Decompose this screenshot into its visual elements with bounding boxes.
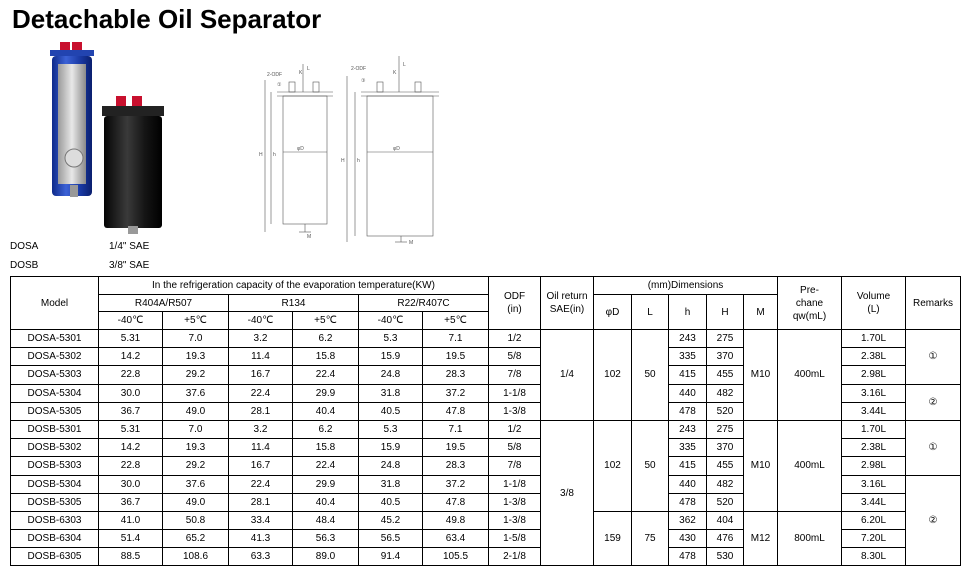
cell-odf: 1-3/8 [489,511,541,529]
cell-H: 275 [707,330,744,348]
cell-value: 7.1 [423,330,489,348]
cell-precharge: 800mL [778,511,842,566]
cell-value: 5.31 [99,330,163,348]
cell-H: 482 [707,384,744,402]
cell-value: 31.8 [359,475,423,493]
mark-label-b: ③ [361,78,366,84]
col-r22: R22/R407C [359,295,489,312]
cell-H: 275 [707,420,744,438]
cell-value: 7.0 [163,420,229,438]
cell-odf: 5/8 [489,439,541,457]
col-oil-return: Oil return SAE(in) [541,277,594,330]
cell-value: 22.4 [229,475,293,493]
cell-value: 30.0 [99,384,163,402]
cell-value: 48.4 [293,511,359,529]
cell-value: 11.4 [229,439,293,457]
cell-l: 75 [632,511,669,566]
col-l: L [632,295,669,330]
cell-volume: 2.98L [842,366,906,384]
cell-h: 430 [669,530,707,548]
cell-volume: 1.70L [842,420,906,438]
cell-value: 22.4 [293,457,359,475]
cell-value: 49.0 [163,402,229,420]
cell-value: 15.8 [293,348,359,366]
cell-h: 440 [669,384,707,402]
cell-H: 530 [707,548,744,566]
cell-model: DOSB-5302 [11,439,99,457]
cell-value: 14.2 [99,348,163,366]
cell-oil-return: 3/8 [541,420,594,566]
cell-model: DOSA-5302 [11,348,99,366]
cell-model: DOSB-5304 [11,475,99,493]
cell-value: 56.3 [293,530,359,548]
m-label-b: M [409,240,414,246]
col-m: M [744,295,778,330]
cell-odf: 7/8 [489,457,541,475]
cell-value: 15.9 [359,348,423,366]
cell-value: 5.3 [359,330,423,348]
cell-precharge: 400mL [778,330,842,421]
mark-label-a: ① [277,82,282,88]
cell-remarks: ① [906,330,961,385]
cell-value: 91.4 [359,548,423,566]
page-title: Detachable Oil Separator [12,4,322,34]
cell-l: 50 [632,330,669,421]
cell-value: 22.4 [293,366,359,384]
cell-value: 28.1 [229,493,293,511]
cell-value: 40.5 [359,493,423,511]
cell-volume: 2.38L [842,348,906,366]
col-precharge: Pre- chane qw(mL) [778,277,842,330]
cell-odf: 1-5/8 [489,530,541,548]
cell-value: 37.6 [163,475,229,493]
cell-volume: 7.20L [842,530,906,548]
cell-H: 520 [707,493,744,511]
l-label-b: L [403,62,406,68]
cell-H: 370 [707,439,744,457]
cell-value: 7.1 [423,420,489,438]
cell-value: 47.8 [423,402,489,420]
cell-value: 89.0 [293,548,359,566]
cell-value: 16.7 [229,366,293,384]
cell-m: M12 [744,511,778,566]
cell-model: DOSA-5305 [11,402,99,420]
cell-model: DOSB-6303 [11,511,99,529]
cell-value: 28.3 [423,457,489,475]
col-d: φD [594,295,632,330]
col-dimensions: (mm)Dimensions [594,277,778,295]
l-label-a: L [307,66,310,72]
cell-value: 22.8 [99,366,163,384]
table-row [11,511,961,529]
cell-odf: 2-1/8 [489,548,541,566]
cell-value: 49.0 [163,493,229,511]
cell-value: 22.8 [99,457,163,475]
cell-oil-return: 1/4 [541,330,594,421]
h-label-b: h [357,158,360,164]
cell-value: 31.8 [359,384,423,402]
product-photo [44,40,174,236]
cell-remarks: ② [906,384,961,420]
cell-value: 14.2 [99,439,163,457]
cell-value: 63.3 [229,548,293,566]
cell-h: 415 [669,457,707,475]
cell-value: 5.3 [359,420,423,438]
cell-value: 19.3 [163,348,229,366]
cell-value: 19.5 [423,348,489,366]
cell-model: DOSA-5301 [11,330,99,348]
cell-value: 22.4 [229,384,293,402]
table-row [11,330,961,348]
col-temp: +5℃ [163,312,229,330]
cell-value: 37.2 [423,384,489,402]
cell-remarks: ② [906,475,961,566]
cell-odf: 1-3/8 [489,493,541,511]
col-temp: +5℃ [423,312,489,330]
cell-H: 370 [707,348,744,366]
H-label-a: H [259,152,263,158]
cell-l: 50 [632,420,669,511]
cell-value: 88.5 [99,548,163,566]
cell-H: 520 [707,402,744,420]
cell-h: 478 [669,493,707,511]
legend-model-a: DOSA [10,241,39,252]
cell-volume: 6.20L [842,511,906,529]
cell-model: DOSB-6305 [11,548,99,566]
m-label-a: M [307,234,312,240]
cell-value: 24.8 [359,457,423,475]
cell-volume: 1.70L [842,330,906,348]
spec-table [10,276,961,566]
d-label-b: φD [393,146,400,152]
cell-H: 455 [707,457,744,475]
col-volume: Volume (L) [842,277,906,330]
legend-connection-a: 1/4" SAE [109,241,150,252]
cell-odf: 1-3/8 [489,402,541,420]
cell-odf: 7/8 [489,366,541,384]
col-remarks: Remarks [906,277,961,330]
k-label-b: K [393,70,397,76]
cell-value: 7.0 [163,330,229,348]
cell-value: 29.9 [293,475,359,493]
cell-value: 5.31 [99,420,163,438]
cell-m: M10 [744,330,778,421]
cell-d: 159 [594,511,632,566]
h-label-a: h [273,152,276,158]
col-temp: -40℃ [229,312,293,330]
col-H: H [707,295,744,330]
d-label-a: φD [297,146,304,152]
col-temp: -40℃ [99,312,163,330]
col-r134: R134 [229,295,359,312]
cell-value: 6.2 [293,330,359,348]
legend-model-b: DOSB [10,260,39,271]
H-label-b: H [341,158,345,164]
cell-value: 15.9 [359,439,423,457]
cell-value: 47.8 [423,493,489,511]
cell-value: 15.8 [293,439,359,457]
cell-value: 37.6 [163,384,229,402]
cell-volume: 3.44L [842,493,906,511]
cell-H: 455 [707,366,744,384]
cell-h: 362 [669,511,707,529]
cell-value: 33.4 [229,511,293,529]
cell-d: 102 [594,420,632,511]
col-capacity: In the refrigeration capacity of the evaporation temperature(KW) [99,277,489,295]
cell-model: DOSB-5305 [11,493,99,511]
cell-model: DOSA-5304 [11,384,99,402]
cell-value: 19.3 [163,439,229,457]
table-row [11,420,961,438]
cell-remarks: ① [906,420,961,475]
cell-precharge: 400mL [778,420,842,511]
cell-odf: 5/8 [489,348,541,366]
cell-value: 65.2 [163,530,229,548]
cell-volume: 3.16L [842,384,906,402]
cell-value: 49.8 [423,511,489,529]
cell-value: 11.4 [229,348,293,366]
cell-odf: 1-1/8 [489,384,541,402]
cell-value: 40.4 [293,402,359,420]
cell-value: 41.3 [229,530,293,548]
technical-drawings [255,52,445,247]
cell-volume: 3.16L [842,475,906,493]
cell-value: 41.0 [99,511,163,529]
col-r404: R404A/R507 [99,295,229,312]
cell-value: 36.7 [99,402,163,420]
cell-model: DOSA-5303 [11,366,99,384]
cell-value: 63.4 [423,530,489,548]
cell-value: 24.8 [359,366,423,384]
cell-H: 482 [707,475,744,493]
cell-value: 51.4 [99,530,163,548]
cell-value: 105.5 [423,548,489,566]
odf-label-a: 2-ODF [267,72,282,78]
cell-value: 50.8 [163,511,229,529]
cell-value: 108.6 [163,548,229,566]
cell-odf: 1/2 [489,420,541,438]
k-label-a: K [299,70,303,76]
cell-volume: 8.30L [842,548,906,566]
cell-value: 28.3 [423,366,489,384]
cell-value: 30.0 [99,475,163,493]
cell-H: 476 [707,530,744,548]
cell-volume: 3.44L [842,402,906,420]
cell-model: DOSB-5303 [11,457,99,475]
cell-value: 19.5 [423,439,489,457]
col-h: h [669,295,707,330]
cell-odf: 1-1/8 [489,475,541,493]
cell-value: 40.5 [359,402,423,420]
cell-h: 478 [669,548,707,566]
cell-H: 404 [707,511,744,529]
cell-h: 478 [669,402,707,420]
cell-value: 6.2 [293,420,359,438]
odf-label-b: 2-ODF [351,66,366,72]
cell-model: DOSB-6304 [11,530,99,548]
col-temp: -40℃ [359,312,423,330]
col-temp: +5℃ [293,312,359,330]
cell-h: 243 [669,420,707,438]
cell-model: DOSB-5301 [11,420,99,438]
cell-value: 40.4 [293,493,359,511]
cell-value: 29.2 [163,457,229,475]
legend-connection-b: 3/8" SAE [109,260,150,271]
col-model: Model [11,277,99,330]
cell-value: 3.2 [229,330,293,348]
cell-volume: 2.98L [842,457,906,475]
cell-volume: 2.38L [842,439,906,457]
cell-value: 16.7 [229,457,293,475]
cell-h: 243 [669,330,707,348]
cell-m: M10 [744,420,778,511]
cell-value: 28.1 [229,402,293,420]
cell-value: 29.9 [293,384,359,402]
cell-value: 45.2 [359,511,423,529]
cell-value: 3.2 [229,420,293,438]
cell-h: 335 [669,439,707,457]
cell-h: 335 [669,348,707,366]
col-odf: ODF (in) [489,277,541,330]
cell-value: 36.7 [99,493,163,511]
cell-d: 102 [594,330,632,421]
cell-h: 440 [669,475,707,493]
cell-value: 29.2 [163,366,229,384]
cell-value: 37.2 [423,475,489,493]
cell-h: 415 [669,366,707,384]
cell-odf: 1/2 [489,330,541,348]
cell-value: 56.5 [359,530,423,548]
